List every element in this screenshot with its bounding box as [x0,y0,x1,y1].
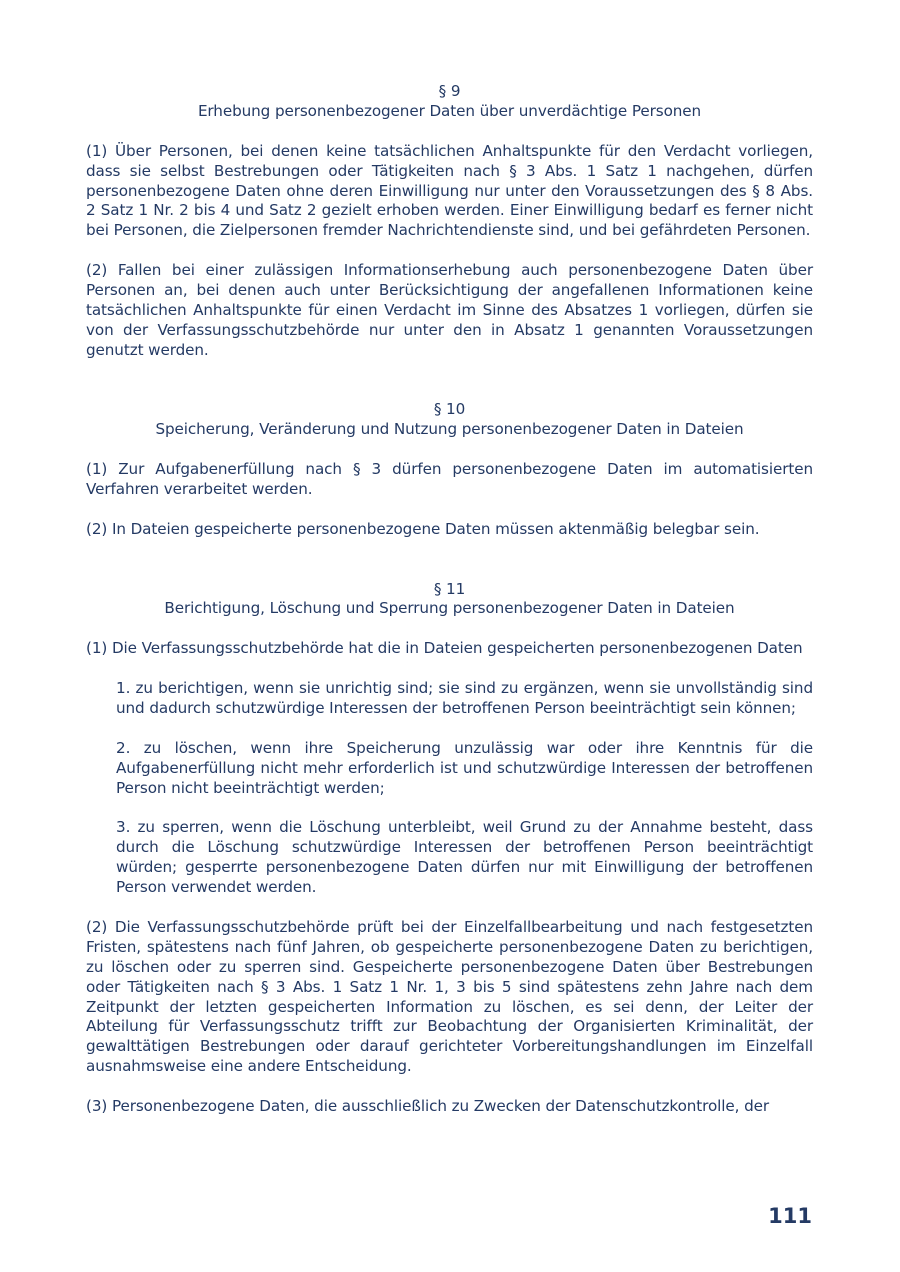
page-number: 111 [768,1204,812,1228]
list-item: 3. zu sperren, wenn die Löschung unterbleibt, weil Grund zu der Annahme besteht, dass durch die Löschung schutzwürdige Interessen der betroffenen Person beeinträchtigt würden; gesperrte personenbezogene Daten dürfen nur mit Einwilligung der betroffenen Person verwendet werden. [116,818,813,897]
list-item: 2. zu löschen, wenn ihre Speicherung unzulässig war oder ihre Kenntnis für die Aufgabenerfüllung nicht mehr erforderlich ist und schutzwürdige Interessen der betroffenen Person nicht beeinträchtigt werden; [116,738,813,797]
list-item: 1. zu berichtigen, wenn sie unrichtig sind; sie sind zu ergänzen, wenn sie unvollständig sind und dadurch schutzwürdige Interessen der betroffenen Person beeinträchtigt sein können; [116,679,813,717]
paragraph: (2) Die Verfassungsschutzbehörde prüft bei der Einzelfallbearbeitung und nach festgesetzten Fristen, spätestens nach fünf Jahren, ob gespeicherte personenbezogene Daten zu berichtigen, zu löschen oder zu sperren sind. Gespeicherte personenbezogene Daten über Bestrebungen oder Tätigkeiten nach § 3 Abs. 1 Satz 1 Nr. 1, 3 bis 5 sind spätestens zehn Jahre nach dem Zeitpunkt der letzten gespeicherten Information zu löschen, es sei denn, der Leiter der Abteilung für Verfassungsschutz trifft zur Beobachtung der Organisierten Kriminalität, der gewalttätigen Bestrebungen oder darauf gerichteter Vorbereitungshandlungen im Einzelfall ausnahmsweise eine andere Entscheidung. [86,917,813,1076]
paragraph-intro: (1) Die Verfassungsschutzbehörde hat die in Dateien gespeicherten personenbezogenen Daten [86,639,803,658]
section-number: § 11 [433,579,466,598]
paragraph: (2) In Dateien gespeicherte personenbezogene Daten müssen aktenmäßig belegbar sein. [86,519,760,538]
paragraph: (1) Zur Aufgabenerfüllung nach § 3 dürfen personenbezogene Daten im automatisierten Verfahren verarbeitet werden. [86,460,813,499]
section-9 [86,82,813,361]
section-number: § 9 [438,82,461,100]
section-title: Berichtigung, Löschung und Sperrung personenbezogener Daten in Dateien [164,599,735,618]
section-number: § 10 [433,400,466,419]
section-title: Erhebung personenbezogener Daten über unverdächtige Personen [197,101,702,120]
paragraph: (2) Fallen bei einer zulässigen Informationserhebung auch personenbezogene Daten über Personen an, bei denen auch unter Berücksichtigung der angefallenen Informationen keine tatsächlichen Anhaltspunkte für einen Verdacht im Sinne des Absatzes 1 vorliegen, dürfen sie von der Verfassungsschutzbehörde nur unter den in Absatz 1 genannten Voraussetzungen genutzt werden. [86,261,813,359]
enumerated-list [86,679,813,898]
paragraph: (3) Personenbezogene Daten, die ausschließlich zu Zwecken der Datenschutzkontrolle, der [86,1097,770,1116]
section-10 [86,400,813,539]
section-11 [86,580,813,1117]
section-title: Speicherung, Veränderung und Nutzung personenbezogener Daten in Dateien [155,420,744,439]
paragraph: (1) Über Personen, bei denen keine tatsächlichen Anhaltspunkte für den Verdacht vorliegen, dass sie selbst Bestrebungen oder Tätigkeiten nach § 3 Abs. 1 Satz 1 nachgehen, dürfen personenbezogene Daten ohne deren Einwilligung nur unter den Voraussetzungen des § 8 Abs. 2 Satz 1 Nr. 2 bis 4 und Satz 2 gezielt erhoben werden. Einer Einwilligung bedarf es ferner nicht bei Personen, die Zielpersonen fremder Nachrichtendienste sind, und bei gefährdeten Personen. [86,141,813,240]
document-page [86,82,813,1137]
